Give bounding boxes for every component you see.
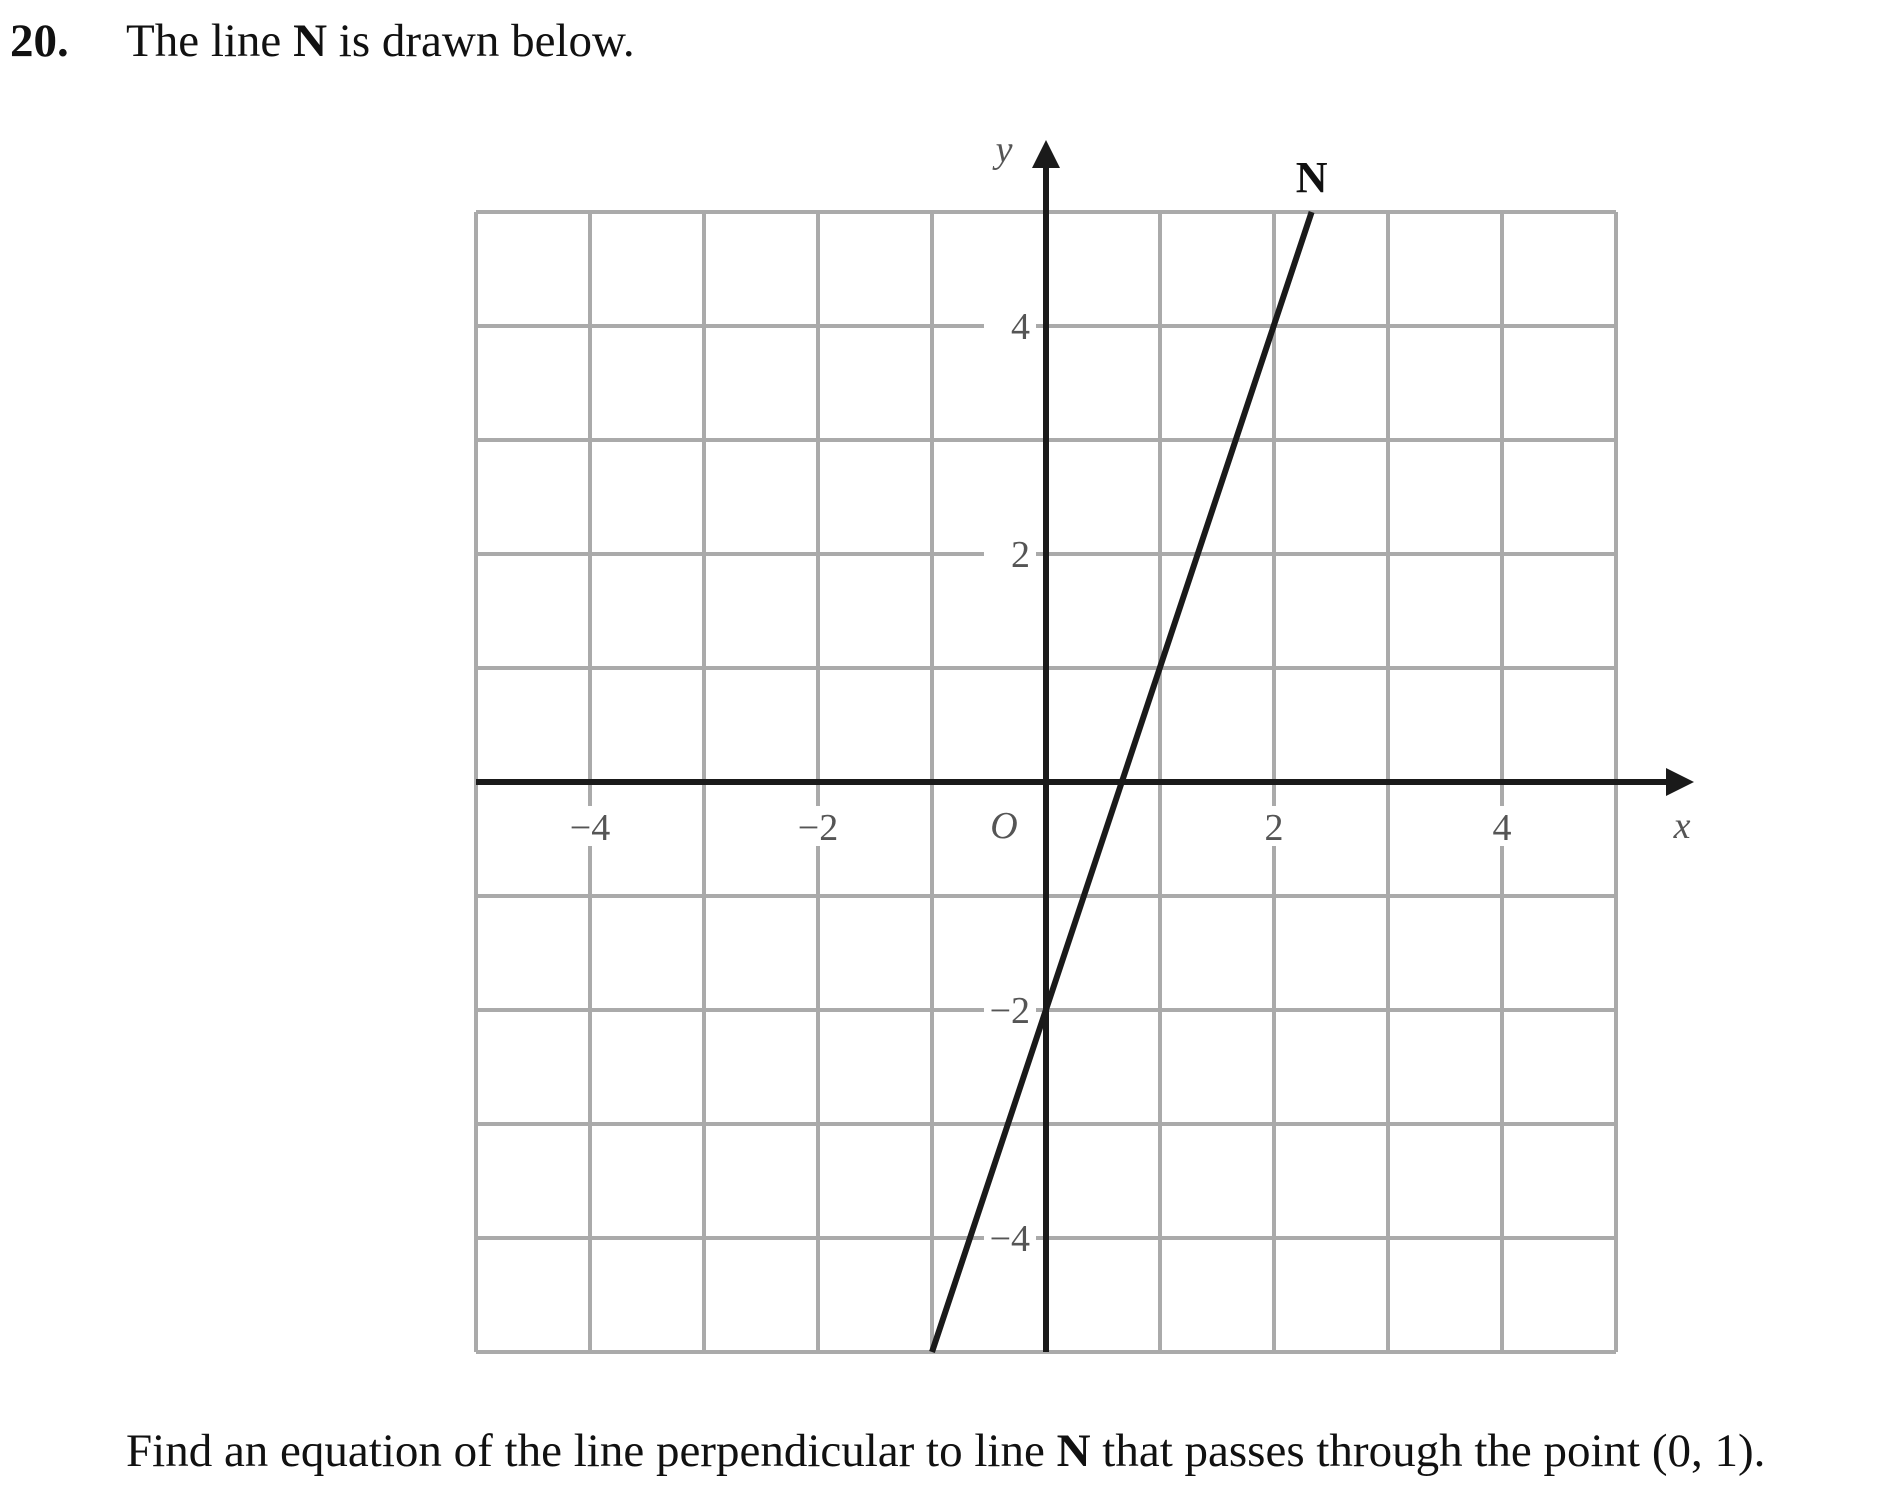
y-tick-label: 2 [1011, 534, 1030, 576]
question-task-end: that passes through the point (0, 1). [1090, 1425, 1766, 1477]
x-axis-arrow [1666, 768, 1694, 796]
x-tick-label: −2 [797, 807, 839, 849]
x-axis-label: x [1673, 805, 1691, 847]
series-label-n: N [1295, 153, 1328, 202]
question-intro-start: The line [126, 15, 294, 67]
origin-label: O [990, 805, 1018, 847]
question-task [126, 1424, 1765, 1478]
y-tick-label: −4 [989, 1218, 1030, 1260]
y-tick-label: 4 [1011, 306, 1030, 348]
y-tick-label: −2 [989, 990, 1030, 1032]
y-axis-arrow [1032, 140, 1060, 168]
question-intro-line-name: N [293, 15, 328, 67]
question-task-line-name: N [1056, 1425, 1091, 1477]
question-intro-end: is drawn below. [327, 15, 635, 67]
x-tick-label: 4 [1492, 807, 1512, 849]
question-number: 20. [10, 15, 69, 67]
x-tick-label: 2 [1264, 807, 1284, 849]
axes [476, 140, 1694, 1352]
x-tick-label: −4 [569, 807, 611, 849]
y-axis-label: y [995, 129, 1013, 171]
question-task-start: Find an equation of the line perpendicular to line [126, 1425, 1057, 1477]
chart-labels [568, 129, 1691, 1260]
